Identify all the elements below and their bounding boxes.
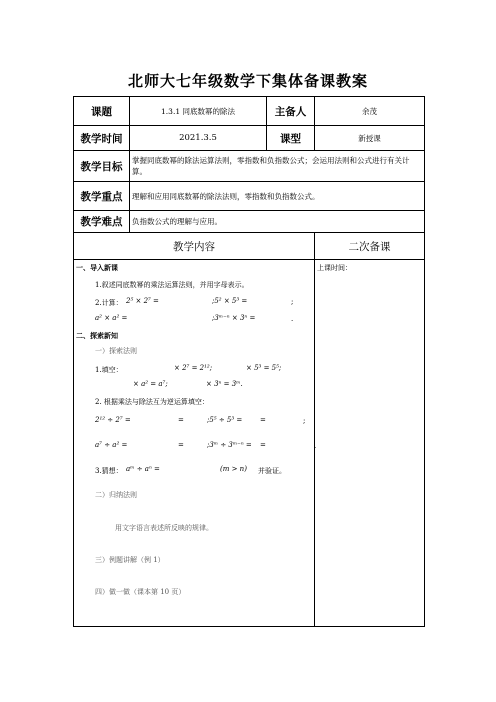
section-explore: 二、探索新知 bbox=[76, 332, 118, 340]
subsection-explore-rule: 一）探索法则 bbox=[95, 347, 137, 355]
divide-formula-3b: = bbox=[178, 441, 184, 449]
section-intro: 一、导入新课 bbox=[76, 264, 118, 272]
time-value: 2021.3.5 bbox=[130, 126, 267, 151]
subsection-example: 三）例题讲解（例 1） bbox=[95, 556, 165, 564]
divide-formula-4b: = bbox=[260, 441, 266, 449]
divide-formula-3: a⁷ ÷ a² = bbox=[95, 441, 128, 449]
guess-condition: (m > n) bbox=[220, 465, 247, 473]
divide-formula-1: 2¹² ÷ 2⁷ = bbox=[95, 416, 131, 424]
topic-value: 1.3.1 同底数幂的除法 bbox=[130, 97, 267, 126]
intro-formula-1: 2⁵ × 2⁷ = bbox=[126, 297, 159, 305]
intro-formula-3: a² × a² = bbox=[95, 314, 128, 322]
guess-verify: 并验证。 bbox=[258, 467, 286, 475]
class-time-label: 上课时间： bbox=[317, 264, 352, 272]
subsection-summarize-rule: 二）归纳法则 bbox=[95, 491, 137, 499]
time-label: 教学时间 bbox=[74, 126, 130, 151]
intro-line-1: 1.叙述同底数幂的乘法运算法则，并用字母表示。 bbox=[95, 281, 249, 289]
fill-formula-2: × 5³ = 5⁵; bbox=[246, 364, 282, 372]
divide-formula-2: ;5⁵ ÷ 5³ = bbox=[207, 416, 243, 424]
goal-label: 教学目标 bbox=[74, 151, 130, 182]
content-header: 教学内容 bbox=[74, 233, 315, 260]
intro-formula-4: ;3ᵐ⁻ⁿ × 3ⁿ = bbox=[212, 314, 256, 322]
divide-line-2-end: . bbox=[314, 442, 317, 450]
goal-value: 掌握同底数幂的除法运算法则，零指数和负指数公式；会运用法则和公式进行有关计算。 bbox=[130, 151, 425, 182]
divide-formula-4: ;3ᵐ ÷ 3ᵐ⁻ⁿ = bbox=[207, 441, 252, 449]
fill-formula-3: × a² = a⁷; bbox=[133, 380, 168, 388]
subsection-practice: 四）做一做（课本第 10 页） bbox=[95, 588, 186, 596]
preparer-value: 余茂 bbox=[315, 97, 425, 126]
intro-formula-2: ;5² × 5³ = bbox=[212, 297, 248, 305]
topic-label: 课题 bbox=[74, 97, 130, 126]
difficulty-value: 负指数公式的理解与应用。 bbox=[130, 211, 425, 233]
guess-formula: aᵐ ÷ aⁿ = bbox=[126, 465, 160, 473]
fill-formula-4: × 3ⁿ = 3ᵐ. bbox=[206, 380, 243, 388]
teaching-content bbox=[74, 260, 315, 627]
divide-formula-1b: = bbox=[178, 416, 184, 424]
key-label: 教学重点 bbox=[74, 182, 130, 211]
key-value: 理解和应用同底数幂的除法法则，零指数和负指数公式。 bbox=[130, 182, 425, 211]
intro-line-2-end: ; bbox=[291, 298, 294, 306]
preparer-label: 主备人 bbox=[267, 97, 315, 126]
intro-line-2-prefix: 2.计算： bbox=[95, 299, 123, 307]
document-title: 北师大七年级数学下集体备课教案 bbox=[127, 72, 368, 90]
guess-prefix: 3.猜想： bbox=[95, 467, 123, 475]
difficulty-label: 教学难点 bbox=[74, 211, 130, 233]
type-value: 新授课 bbox=[315, 126, 425, 151]
second-prep-header: 二次备课 bbox=[315, 233, 425, 260]
inverse-task: 2. 根据乘法与除法互为逆运算填空： bbox=[95, 398, 209, 406]
divide-line-1-end: ; bbox=[303, 417, 306, 425]
type-label: 课型 bbox=[267, 126, 315, 151]
rule-description: 用文字语言表述所反映的规律。 bbox=[115, 524, 213, 532]
intro-line-3-end: . bbox=[291, 315, 294, 323]
lesson-plan-table bbox=[73, 96, 425, 627]
second-prep-cell bbox=[315, 260, 425, 627]
fill-formula-1: × 2⁷ = 2¹²; bbox=[174, 364, 213, 372]
fill-in-prefix: 1.填空： bbox=[95, 366, 123, 374]
divide-formula-2b: = bbox=[260, 416, 266, 424]
